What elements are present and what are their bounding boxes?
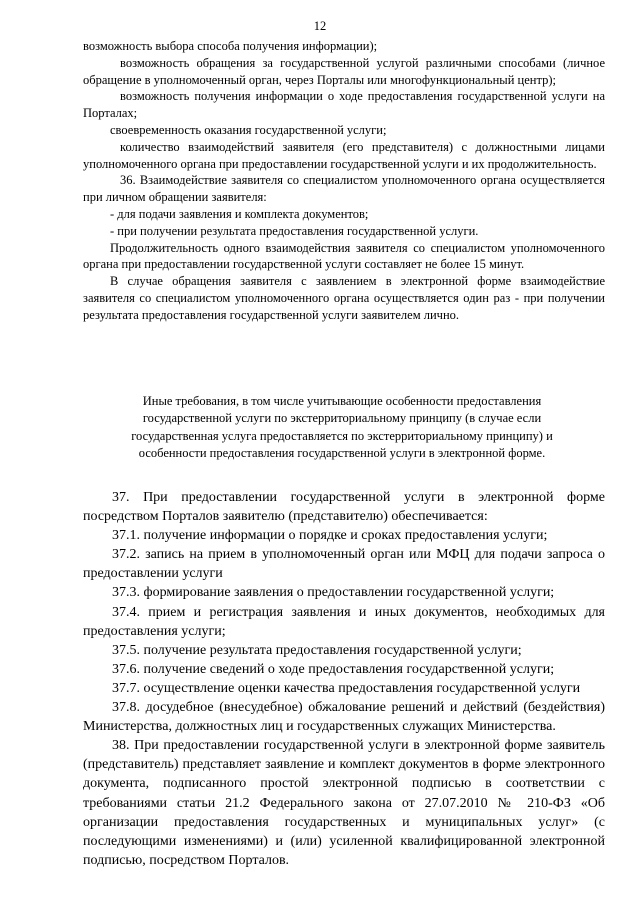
paragraph: 38. При предоставлении государственной услуги в электронной форме заявитель (представитель) представляет заявление и комплект документов в форме электронного документа, подписанного простой электронной подписью в соответствии с требованиями статьи 21.2 Федерального закона от 27.07.2010 № 210-ФЗ «Об организации предоставления государственных и муниципальных услуг» (с последующими изменениями) и (или) усиленной квалифицированной электронной подписью, посредством Порталов. [83, 738, 605, 868]
paragraph: Продолжительность одного взаимодействия заявителя со специалистом уполномоченного органа при предоставлении государственной услуги составляет не более 15 минут. [83, 240, 605, 272]
paragraph: возможность выбора способа получения информации); [83, 39, 378, 53]
list-item: 37.4. прием и регистрация заявления и иных документов, необходимых для предоставления услуги; [83, 604, 605, 639]
paragraph: - при получении результата предоставления государственной услуги. [110, 223, 479, 238]
paragraph: своевременность оказания государственной услуги; [110, 122, 387, 137]
list-item: 37.6. получение сведений о ходе предоставления государственной услуги; [112, 661, 555, 677]
paragraph: возможность обращения за государственной услугой различными способами (личное обращение в уполномоченный орган, через Порталы или многофункциональный центр); [83, 55, 605, 87]
paragraph: В случае обращения заявителя с заявлением в электронной форме взаимодействие заявителя со специалистом уполномоченного органа осуществляется один раз - при получении результата предоставления государственной услуги заявителем лично. [83, 274, 605, 322]
list-item: 37.2. запись на прием в уполномоченный орган или МФЦ для подачи запроса о предоставлении услуги [83, 547, 605, 582]
paragraph: 36. Взаимодействие заявителя со специалистом уполномоченного органа осуществляется при личном обращении заявителя: [83, 173, 605, 205]
heading-line: государственная услуга предоставляется по экстерриториальному принципу) и [131, 428, 553, 443]
paragraph: возможность получения информации о ходе предоставления государственной услуги на Порталах; [83, 89, 605, 121]
heading-line: Иные требования, в том числе учитывающие особенности предоставления [142, 394, 542, 408]
heading-line: государственной услуги по экстерриториальному принципу (в случае если [142, 411, 542, 426]
paragraph: 37. При предоставлении государственной услуги в электронной форме посредством Порталов заявителю (представителю) обеспечивается: [83, 490, 605, 525]
list-item: 37.1. получение информации о порядке и сроках предоставления услуги; [112, 528, 548, 544]
electronic-services-section [83, 488, 605, 870]
paragraph: количество взаимодействий заявителя (его представителя) с должностными лицами уполномоченного органа при предоставлении государственной услуги и их продолжительность. [83, 139, 605, 171]
criteria-section [83, 38, 605, 324]
section-heading [92, 393, 592, 462]
list-item: 37.8. досудебное (внесудебное) обжалование решений и действий (бездействия) Министерства, должностных лиц и государственных служащих Министерства. [83, 700, 605, 735]
page-number: 12 [313, 19, 327, 33]
paragraph: - для подачи заявления и комплекта документов; [110, 206, 369, 221]
list-item: 37.3. формирование заявления о предоставлении государственной услуги; [112, 585, 555, 601]
list-item: 37.5. получение результата предоставления государственной услуги; [112, 642, 522, 658]
heading-line: особенности предоставления государственной услуги в электронной форме. [138, 445, 546, 460]
list-item: 37.7. осуществление оценки качества предоставления государственной услуги [112, 680, 581, 696]
